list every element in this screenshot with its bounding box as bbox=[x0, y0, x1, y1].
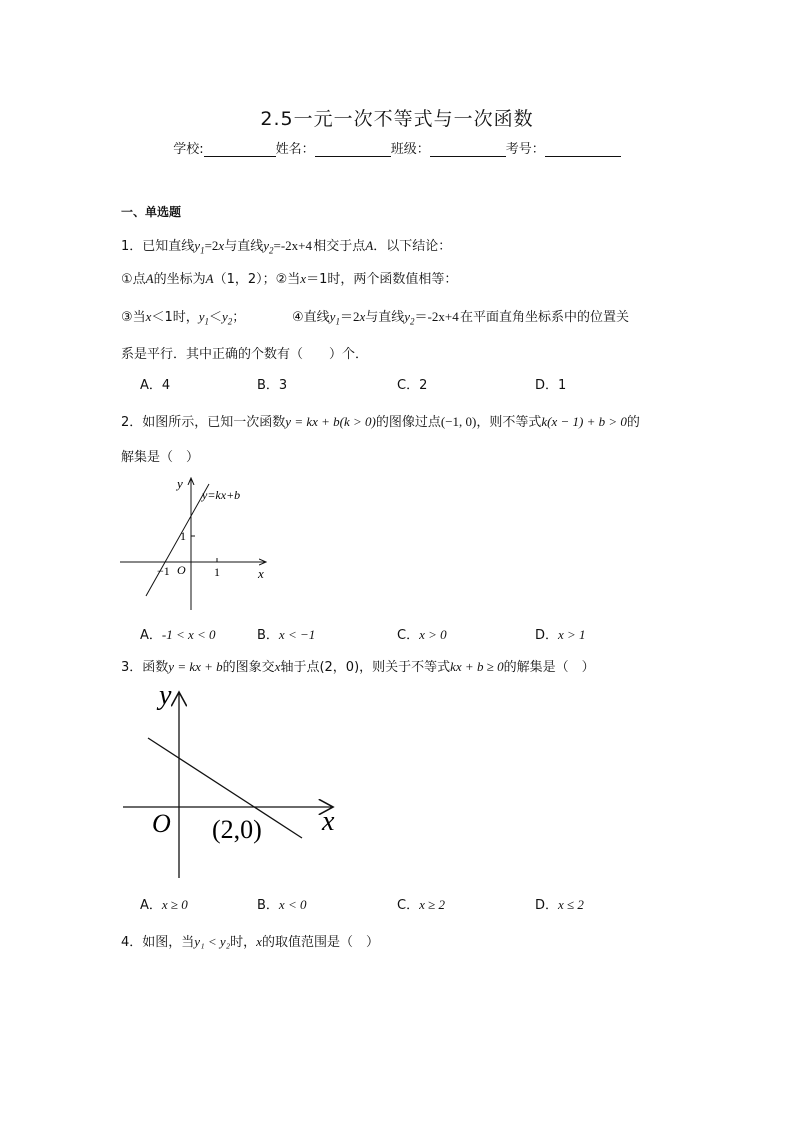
class-label: 班级： bbox=[390, 142, 430, 157]
q3-option-d[interactable] bbox=[535, 894, 584, 913]
q1-math: x bbox=[145, 309, 152, 324]
q1-text: 相交于点 bbox=[313, 239, 366, 254]
q4-number: 4． bbox=[121, 935, 143, 950]
q1-option-c[interactable]: C．2 bbox=[397, 378, 428, 393]
q1-line2 bbox=[121, 268, 457, 287]
page-title: 2.5一元一次不等式与一次函数 bbox=[260, 108, 534, 130]
q1-math: =2 bbox=[204, 238, 219, 253]
q1-text: ①点 bbox=[121, 272, 146, 287]
q1-text: ＝1时，两个函数值相等： bbox=[306, 272, 458, 287]
q4-math: x bbox=[256, 934, 262, 949]
option-math: x > 0 bbox=[419, 627, 447, 642]
q4-math: y₁ < y₂ bbox=[194, 934, 231, 949]
q3-option-a[interactable] bbox=[140, 894, 188, 913]
option-letter: B． bbox=[257, 898, 279, 913]
q2-text: ，则不等式 bbox=[476, 415, 542, 430]
q1-math: x bbox=[359, 309, 366, 324]
q1-math: ＝-2x+4 bbox=[414, 309, 459, 324]
q1-math: x bbox=[300, 271, 307, 286]
q1-math: y bbox=[404, 309, 411, 324]
q2-one-x: 1 bbox=[214, 565, 220, 579]
q2-line2: 解集是（ ） bbox=[121, 450, 200, 465]
q2-origin: O bbox=[177, 563, 186, 577]
q1-text: ④直线 bbox=[292, 310, 330, 325]
number-field[interactable] bbox=[545, 142, 621, 157]
q1-option-d[interactable]: D．1 bbox=[535, 378, 567, 393]
q1-math: 2 bbox=[269, 245, 274, 256]
q1-math: 2 bbox=[410, 316, 415, 327]
q1-text: 的坐标为 bbox=[153, 272, 206, 287]
q4-text: 如图，当 bbox=[142, 935, 195, 950]
q1-text: 已知直线 bbox=[142, 239, 195, 254]
option-math: x < 0 bbox=[278, 897, 307, 912]
q1-math: A bbox=[205, 271, 214, 286]
q2-option-d[interactable] bbox=[535, 624, 586, 643]
student-info-line bbox=[0, 138, 794, 157]
q1-math: y bbox=[194, 238, 201, 253]
q2-math: k(x − 1) + b > 0 bbox=[541, 414, 627, 429]
option-math: x > 1 bbox=[558, 627, 586, 642]
option-letter: C． bbox=[397, 898, 420, 913]
q2-number: 2． bbox=[121, 415, 143, 430]
name-field[interactable] bbox=[315, 142, 391, 157]
q1-math: =-2x+4 bbox=[273, 238, 312, 253]
q2-func-label: y=kx+b bbox=[202, 488, 241, 502]
q1-text: 与直线 bbox=[224, 239, 264, 254]
option-math: x < −1 bbox=[278, 627, 316, 642]
q4-text: 的取值范围是（ ） bbox=[261, 935, 379, 950]
q3-y-label: y bbox=[159, 680, 172, 711]
q3-text: 轴于点(2，0)，则关于不等式 bbox=[280, 660, 451, 675]
q3-graph bbox=[115, 680, 350, 885]
q1-math: y bbox=[263, 238, 269, 253]
q2-option-c[interactable] bbox=[397, 624, 447, 643]
q1-line3 bbox=[121, 306, 245, 327]
option-math: x ≥ 0 bbox=[161, 897, 188, 912]
q1-option-b[interactable]: B．3 bbox=[257, 378, 288, 393]
q1-text: ．以下结论： bbox=[373, 239, 452, 254]
q3-number: 3． bbox=[121, 660, 143, 675]
q2-y-label: y bbox=[177, 476, 183, 491]
q3-math: kx + b ≥ 0 bbox=[450, 659, 504, 674]
q3-origin: O bbox=[152, 809, 171, 838]
q1-math: y bbox=[222, 309, 228, 324]
q3-text: 的图象交 bbox=[222, 660, 275, 675]
q3-point-label: (2,0) bbox=[212, 815, 262, 844]
q1-math: x bbox=[218, 238, 225, 253]
section-heading: 一、单选题 bbox=[121, 205, 182, 219]
q3-text: 函数 bbox=[142, 660, 169, 675]
q1-math: 1 bbox=[204, 316, 209, 327]
q2-text: 的图像过点 bbox=[375, 415, 441, 430]
q1-line3b bbox=[292, 306, 629, 327]
q1-math: y bbox=[329, 309, 336, 324]
q3-option-b[interactable] bbox=[257, 894, 306, 913]
q2-math: (−1, 0) bbox=[440, 414, 477, 429]
option-letter: A． bbox=[140, 898, 162, 913]
q1-math: ＝2 bbox=[339, 309, 360, 324]
q2-graph bbox=[116, 474, 272, 614]
q2-text: 的 bbox=[626, 415, 640, 430]
q1-math: 1 bbox=[335, 316, 340, 327]
school-label: 学校: bbox=[173, 142, 204, 157]
q1-line4: 系是平行．其中正确的个数有（ ）个． bbox=[121, 347, 369, 362]
number-label: 考号： bbox=[505, 142, 545, 157]
q2-option-a[interactable] bbox=[140, 624, 216, 643]
q4-text: 时， bbox=[230, 935, 257, 950]
q1-math: 1 bbox=[200, 245, 205, 256]
q1-text: ＜1时， bbox=[151, 310, 199, 325]
q3-math: y = kx + b bbox=[168, 659, 223, 674]
q2-function-line bbox=[146, 484, 209, 596]
q1-text: 与直线 bbox=[365, 310, 405, 325]
q3-text: 的解集是（ ） bbox=[503, 660, 595, 675]
q4-line1 bbox=[121, 931, 379, 950]
q2-option-b[interactable] bbox=[257, 624, 315, 643]
q1-math: 2 bbox=[227, 316, 233, 327]
q1-math: y bbox=[198, 309, 205, 324]
q3-math: x bbox=[274, 659, 281, 674]
option-letter: B． bbox=[257, 628, 279, 643]
q3-option-c[interactable] bbox=[397, 894, 445, 913]
option-letter: D． bbox=[535, 628, 559, 643]
q3-line1 bbox=[121, 656, 595, 675]
class-field[interactable] bbox=[430, 142, 506, 157]
q2-math: (k > 0) bbox=[339, 414, 376, 429]
q1-text: （1，2）；②当 bbox=[213, 272, 301, 287]
option-math: x ≤ 2 bbox=[558, 897, 584, 912]
option-math: -1 < x < 0 bbox=[161, 627, 216, 642]
option-math: x ≥ 2 bbox=[419, 897, 445, 912]
q2-line1 bbox=[121, 411, 640, 430]
q2-x-label: x bbox=[258, 566, 264, 581]
option-letter: C． bbox=[397, 628, 420, 643]
name-label: 姓名： bbox=[275, 142, 315, 157]
q1-math: A bbox=[145, 271, 154, 286]
q1-text: ③当 bbox=[121, 310, 146, 325]
q2-text: 如图所示，已知一次函数 bbox=[142, 415, 286, 430]
q2-math: y = kx + b bbox=[285, 414, 340, 429]
q1-number: 1． bbox=[121, 239, 143, 254]
q2-one-y: 1 bbox=[180, 529, 186, 543]
q3-x-label: x bbox=[322, 806, 335, 837]
q2-neg-one: −1 bbox=[157, 564, 170, 578]
option-letter: A． bbox=[140, 628, 162, 643]
q1-text: ＜ bbox=[209, 310, 223, 325]
q1-line1 bbox=[121, 235, 451, 256]
q1-option-a[interactable]: A．4 bbox=[140, 378, 171, 393]
school-field[interactable] bbox=[204, 142, 276, 157]
q1-text: ； bbox=[232, 310, 246, 325]
option-letter: D． bbox=[535, 898, 559, 913]
q1-math: A bbox=[365, 238, 374, 253]
q1-text: 在平面直角坐标系中的位置关 bbox=[460, 310, 630, 325]
